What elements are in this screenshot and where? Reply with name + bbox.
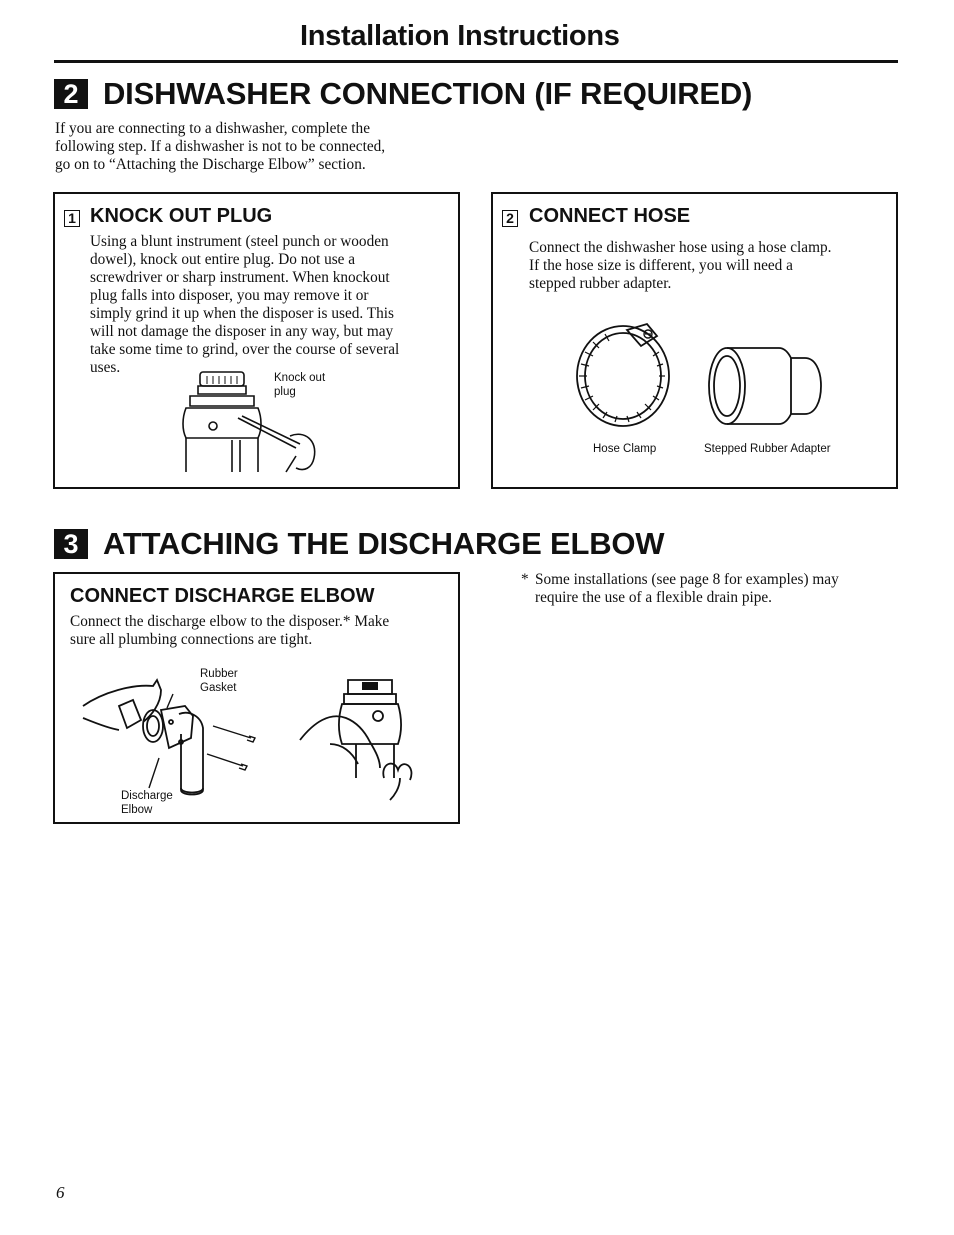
substep-heading: CONNECT DISCHARGE ELBOW	[70, 585, 375, 607]
text-line: Some installations (see page 8 for examples) may	[535, 571, 839, 588]
label-line: plug	[274, 386, 296, 398]
intro-paragraph	[55, 120, 445, 174]
label-line: Knock out	[274, 372, 326, 384]
title-rule	[54, 60, 898, 63]
text-line: uses.	[90, 359, 121, 376]
text-line: Connect the dishwasher hose using a hose clamp.	[529, 239, 832, 256]
text-line: sure all plumbing connections are tight.	[70, 631, 313, 648]
page-title: Installation Instructions	[300, 20, 620, 52]
discharge-elbow-box	[53, 572, 460, 824]
text-line: simply grind it up when the disposer is used. This	[90, 305, 394, 322]
text-line: plug falls into disposer, you may remove it or	[90, 287, 369, 304]
text-line: take some time to grind, over the course of several	[90, 341, 400, 358]
connect-hose-instructions	[529, 239, 894, 293]
label-line: Discharge	[121, 790, 173, 802]
knockout-plug-label	[274, 371, 325, 399]
text-line: Connect the discharge elbow to the disposer.* Make	[70, 613, 390, 630]
discharge-elbow-exploded-illustration	[83, 666, 273, 806]
hose-clamp-label: Hose Clamp	[593, 443, 657, 455]
text-line: Using a blunt instrument (steel punch or wooden	[90, 233, 389, 250]
section-heading: ATTACHING THE DISCHARGE ELBOW	[103, 526, 665, 561]
text-line: dowel), knock out entire plug. Do not use a	[90, 251, 356, 268]
label-line: Rubber	[200, 668, 238, 680]
stepped-rubber-adapter-illustration	[707, 344, 827, 434]
page-number: 6	[56, 1183, 65, 1202]
discharge-elbow-label	[121, 789, 173, 817]
hand-tightening-illustration	[300, 670, 435, 810]
stepped-adapter-label: Stepped Rubber Adapter	[704, 443, 831, 455]
text-line: require the use of a flexible drain pipe.	[535, 589, 773, 606]
text-line: will not damage the disposer in any way, but may	[90, 323, 394, 340]
hose-clamp-illustration	[573, 322, 683, 440]
substep-heading: CONNECT HOSE	[529, 205, 691, 227]
label-line: Elbow	[121, 804, 153, 816]
discharge-instructions	[70, 613, 450, 649]
substep-number: 1	[64, 210, 80, 227]
text-line: If you are connecting to a dishwasher, complete the	[55, 120, 370, 137]
text-line: screwdriver or sharp instrument. When knockout	[90, 269, 390, 286]
text-line: If the hose size is different, you will need a	[529, 257, 793, 274]
substep-heading: KNOCK OUT PLUG	[90, 205, 273, 227]
text-line: following step. If a dishwasher is not to be connected,	[55, 138, 386, 155]
knockout-instructions	[90, 233, 455, 377]
section-heading: DISHWASHER CONNECTION (IF REQUIRED)	[103, 76, 753, 111]
text-line: stepped rubber adapter.	[529, 275, 672, 292]
footnote-text	[535, 571, 895, 607]
footnote-mark: *	[521, 571, 529, 588]
label-line: Gasket	[200, 682, 237, 694]
knockout-plug-box	[53, 192, 460, 489]
step-number-badge: 3	[54, 529, 88, 559]
connect-hose-box	[491, 192, 898, 489]
step-number-badge: 2	[54, 79, 88, 109]
text-line: go on to “Attaching the Discharge Elbow” section.	[55, 156, 366, 173]
rubber-gasket-label	[200, 667, 238, 695]
substep-number: 2	[502, 210, 518, 227]
